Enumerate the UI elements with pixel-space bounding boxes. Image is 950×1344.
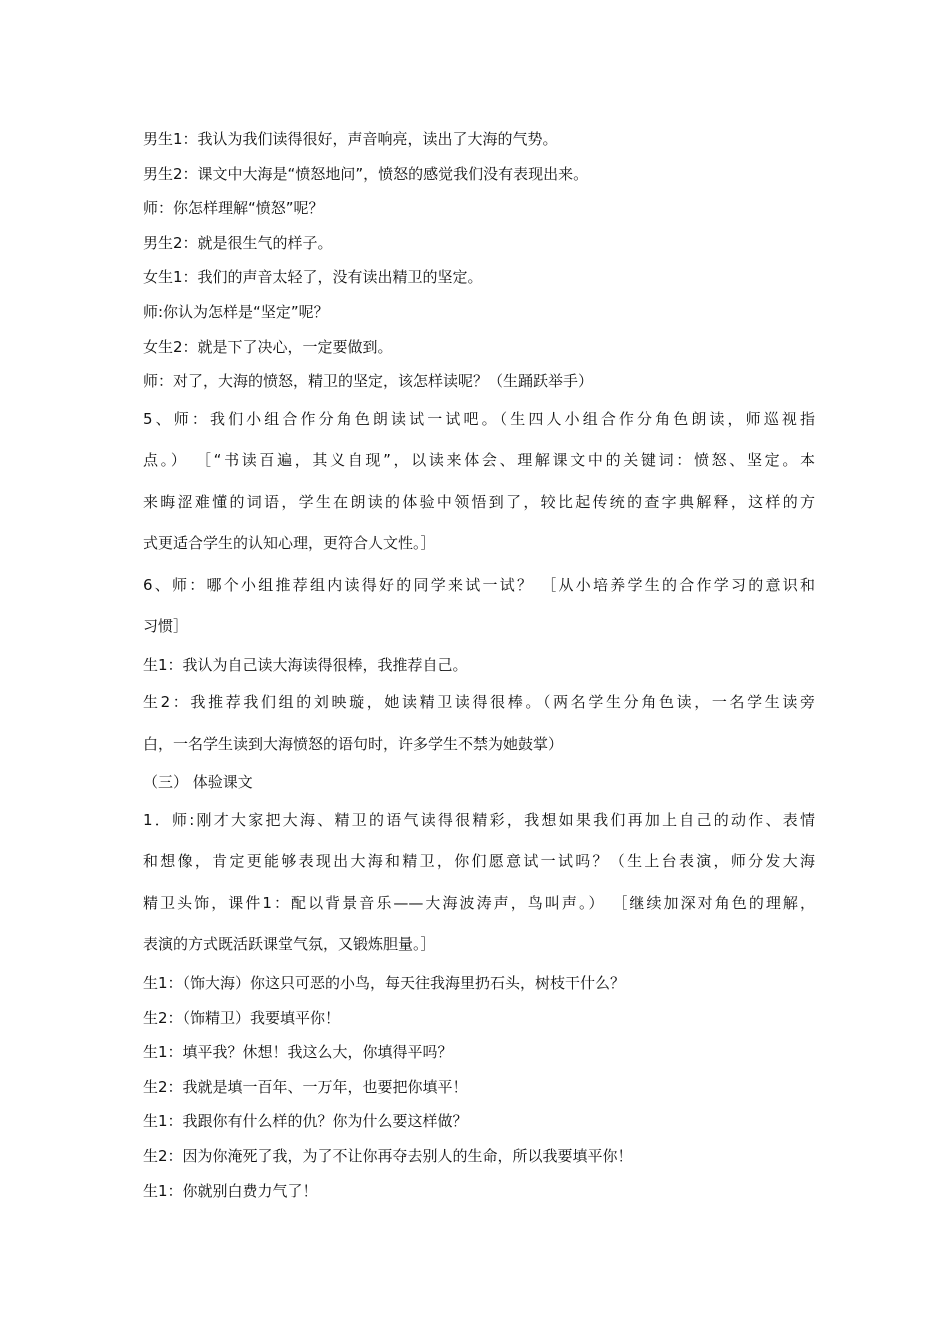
- text-line: 师:你认为怎样是“坚定”呢？: [143, 302, 329, 321]
- text-line: 5、师：我们小组合作分角色朗读试一试吧。（生四人小组合作分角色朗读，师巡视指: [143, 409, 815, 428]
- text-line: 生1：填平我？休想！我这么大，你填得平吗？: [143, 1043, 453, 1062]
- text-line: 男生2：课文中大海是“愤怒地问”，愤怒的感觉我们没有表现出来。: [143, 164, 589, 183]
- text-line: 来晦涩难懂的词语，学生在朗读的体验中领悟到了，较比起传统的查字典解释，这样的方: [143, 492, 815, 511]
- text-line: 1．师:刚才大家把大海、精卫的语气读得很精彩，我想如果我们再加上自己的动作、表情: [143, 810, 815, 829]
- text-line: 生2：因为你淹死了我，为了不让你再夺去别人的生命，所以我要填平你！: [143, 1146, 633, 1165]
- text-line: 师：对了，大海的愤怒，精卫的坚定，该怎样读呢？（生踊跃举手）: [143, 372, 594, 391]
- text-line: 生2：（饰精卫）我要填平你！: [143, 1008, 341, 1027]
- section-heading: （三） 体验课文: [143, 773, 253, 792]
- text-line: 生1：我认为自己读大海读得很棒，我推荐自己。: [143, 655, 468, 674]
- text-line: 女生1：我们的声音太轻了，没有读出精卫的坚定。: [143, 268, 483, 287]
- text-line: 点。） ［“书读百遍，其义自现”，以读来体会、理解课文中的关键词：愤怒、坚定。本: [143, 451, 815, 470]
- text-line: 女生2：就是下了决心，一定要做到。: [143, 337, 393, 356]
- text-line: 白，一名学生读到大海愤怒的语句时，许多学生不禁为她鼓掌）: [143, 734, 564, 753]
- text-line: 精卫头饰，课件1：配以背景音乐——大海波涛声，鸟叫声。） ［继续加深对角色的理解，: [143, 893, 815, 912]
- text-line: 习惯］: [143, 617, 189, 636]
- text-line: 男生1：我认为我们读得很好，声音响亮，读出了大海的气势。: [143, 130, 558, 148]
- document-body: [143, 122, 815, 1208]
- text-line: 式更适合学生的认知心理，更符合人文性。］: [143, 534, 436, 553]
- text-line: 6、师：哪个小组推荐组内读得好的同学来试一试？ ［从小培养学生的合作学习的意识和: [143, 575, 815, 594]
- text-line: 师：你怎样理解“愤怒”呢？: [143, 199, 324, 218]
- text-line: 表演的方式既活跃课堂气氛，又锻炼胆量。］: [143, 935, 436, 954]
- text-line: 生1：我跟你有什么样的仇？你为什么要这样做？: [143, 1112, 468, 1131]
- text-line: 和想像，肯定更能够表现出大海和精卫，你们愿意试一试吗？（生上台表演，师分发大海: [143, 852, 815, 871]
- text-line: 生1：（饰大海）你这只可恶的小鸟，每天往我海里扔石头，树枝干什么？: [143, 973, 626, 992]
- text-line: 男生2：就是很生气的样子。: [143, 233, 333, 252]
- text-line: 生2：我推荐我们组的刘映璇，她读精卫读得很棒。（两名学生分角色读，一名学生读旁: [143, 693, 815, 712]
- text-line: 生1：你就别白费力气了！: [143, 1181, 318, 1200]
- text-line: 生2：我就是填一百年、一万年，也要把你填平！: [143, 1077, 468, 1096]
